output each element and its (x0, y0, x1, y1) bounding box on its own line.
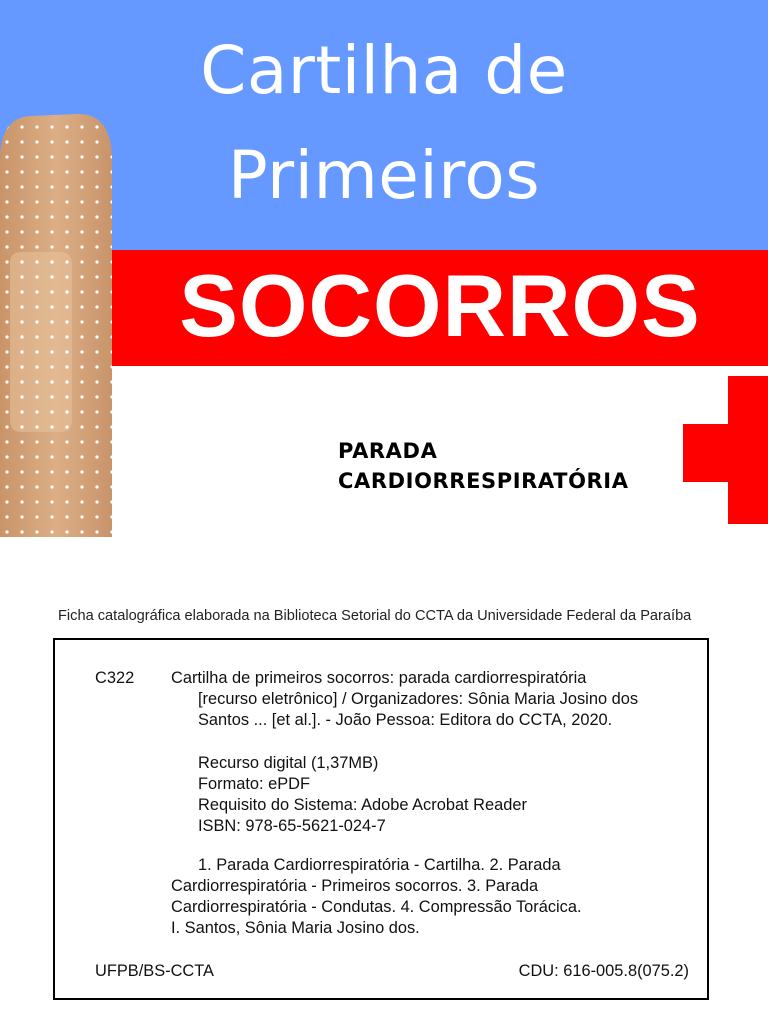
description-line: Formato: ePDF (198, 775, 311, 793)
description-line: Recurso digital (1,37MB) (198, 754, 379, 772)
main-entry-line: Santos ... [et al.]. - João Pessoa: Editora do CCTA, 2020. (198, 711, 613, 729)
main-entry-line: [recurso eletrônico] / Organizadores: Sônia Maria Josino dos (198, 690, 639, 708)
bandage-icon (0, 0, 118, 537)
catalog-card (53, 638, 709, 1000)
catalog-caption: Ficha catalográfica elaborada na Biblioteca Setorial do CCTA da Universidade Federal da Paraíba (58, 608, 692, 624)
cover-title-line2: Primeiros (227, 137, 541, 214)
cover-topic-line1: PARADA (338, 439, 438, 463)
main-entry-line: Cartilha de primeiros socorros: parada cardiorrespiratória (171, 669, 587, 687)
subject-line: 1. Parada Cardiorrespiratória - Cartilha. 2. Parada (198, 856, 561, 874)
description-block (198, 753, 527, 837)
subject-line: Cardiorrespiratória - Condutas. 4. Compressão Torácica. (171, 898, 582, 916)
call-number: C322 (95, 669, 135, 687)
description-line: ISBN: 978-65-5621-024-7 (198, 817, 386, 835)
cover-title-line1: Cartilha de (200, 32, 568, 109)
description-line: Requisito do Sistema: Adobe Acrobat Reader (198, 796, 527, 814)
cover-topic-line2: CARDIORRESPIRATÓRIA (338, 469, 629, 493)
cdu-code: CDU: 616-005.8(075.2) (518, 962, 689, 980)
subject-line: Cardiorrespiratória - Primeiros socorros. 3. Parada (171, 877, 539, 895)
cover-topic (338, 436, 629, 496)
subject-line: I. Santos, Sônia Maria Josino dos. (171, 919, 420, 937)
library-code: UFPB/BS-CCTA (95, 962, 214, 980)
cover-subtitle: SOCORROS (179, 256, 701, 355)
